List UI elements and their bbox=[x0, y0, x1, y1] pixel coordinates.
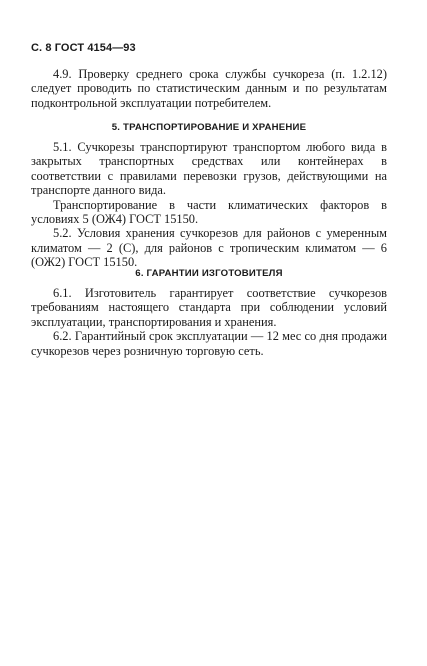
clause-4-9: 4.9. Проверку среднего срока службы сучкореза (п. 1.2.12) следует проводить по статистическим данным и по результатам подконтрольной эксплуатации потребителем. bbox=[31, 67, 387, 110]
section-5-body bbox=[31, 140, 387, 270]
page-header: С. 8 ГОСТ 4154—93 bbox=[31, 42, 136, 54]
section-5-heading: 5. ТРАНСПОРТИРОВАНИЕ И ХРАНЕНИЕ bbox=[111, 122, 307, 133]
clause-5-2: 5.2. Условия хранения сучкорезов для районов с умеренным климатом — 2 (С), для районов с тропическим климатом — 6 (ОЖ2) ГОСТ 15150. bbox=[31, 226, 387, 270]
clause-5-1: 5.1. Сучкорезы транспортируют транспортом любого вида в закрытых транспортных средствах или контейнерах в соответствии с правилами перевозки грузов, действующими на транспорте данного вида. bbox=[31, 140, 387, 198]
clause-6-1: 6.1. Изготовитель гарантирует соответствие сучкорезов требованиям настоящего стандарта при соблюдении условий эксплуатации, транспортирования и хранения. bbox=[31, 286, 387, 329]
clause-4-9-block bbox=[31, 67, 387, 110]
clause-6-2: 6.2. Гарантийный срок эксплуатации — 12 мес со дня продажи сучкорезов через розничную торговую сеть. bbox=[31, 329, 387, 358]
section-6-heading: 6. ГАРАНТИИ ИЗГОТОВИТЕЛЯ bbox=[135, 268, 283, 279]
clause-5-1-transport: Транспортирование в части климатических факторов в условиях 5 (ОЖ4) ГОСТ 15150. bbox=[31, 197, 387, 227]
section-6-body bbox=[31, 286, 387, 358]
